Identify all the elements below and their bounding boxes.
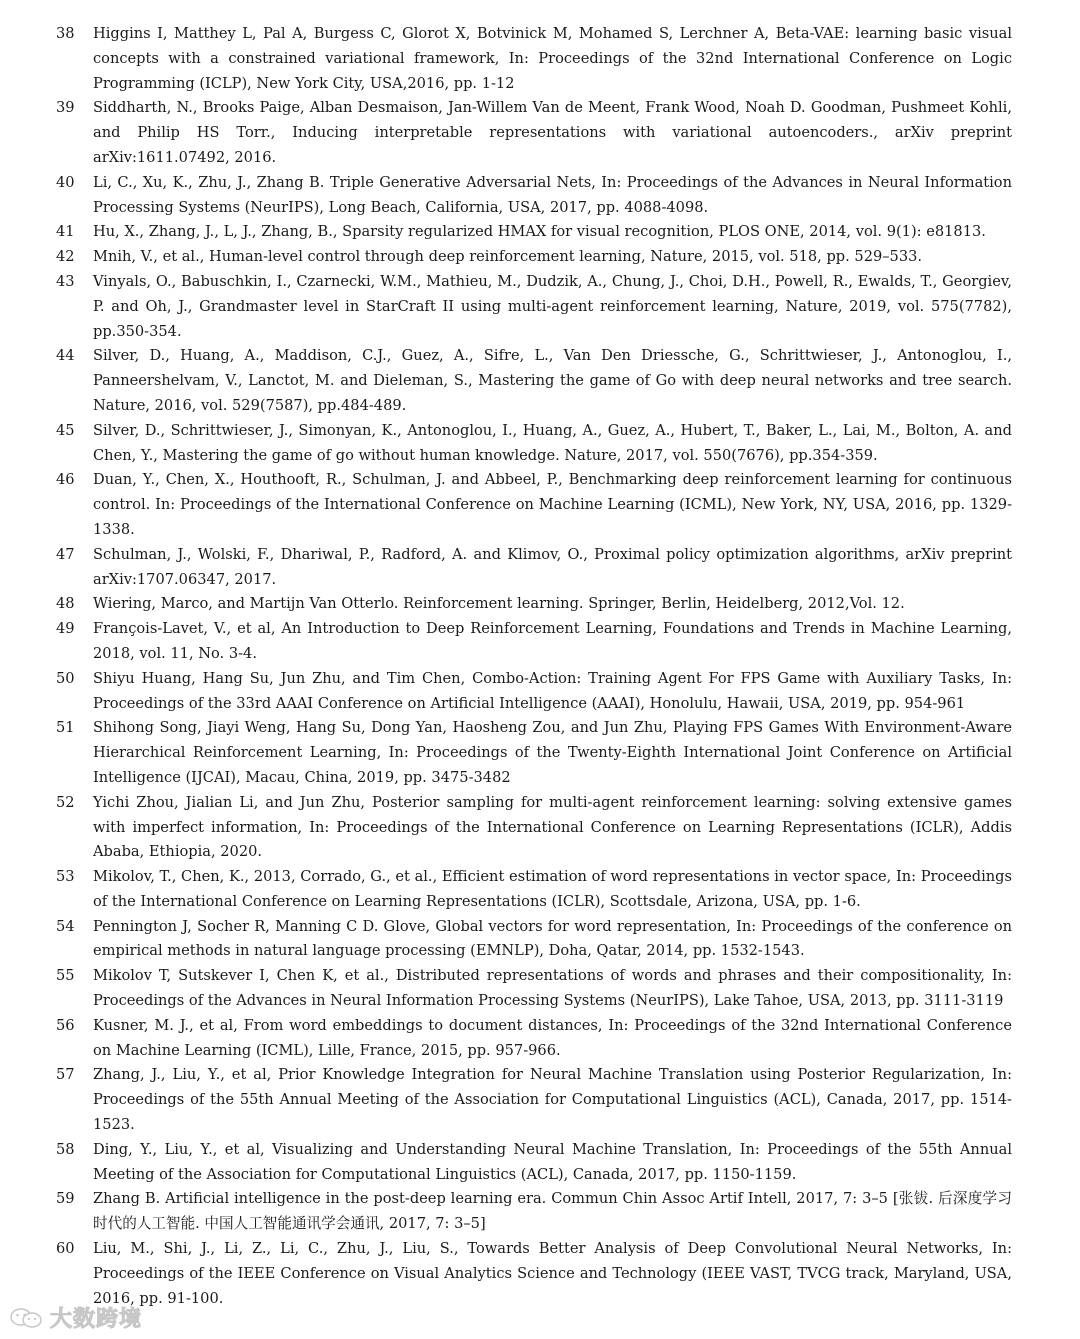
reference-item <box>56 964 1012 1014</box>
reference-text: Mikolov T, Sutskever I, Chen K, et al., Distributed representations of words and phrases and their compositionality, In: Proceedings of the Advances in Neural Information Processing Systems (NeurIPS), Lake Tahoe, USA, 2013, pp. 3111-3119 <box>93 967 1012 1010</box>
reference-item <box>56 468 1012 542</box>
reference-text: Liu, M., Shi, J., Li, Z., Li, C., Zhu, J., Liu, S., Towards Better Analysis of Deep Convolutional Neural Networks, In: Proceedings of the IEEE Conference on Visual Analytics Science and Technology (IEEE VAST, TVCG track, Maryland, USA, 2016, pp. 91-100. <box>93 1240 1012 1307</box>
reference-text: Higgins I, Matthey L, Pal A, Burgess C, Glorot X, Botvinick M, Mohamed S, Lerchner A, Beta-VAE: learning basic visual concepts with a constrained variational framework, In: Proceedings of the 32nd International Conference on Logic Programming (ICLP), New York City, USA,2016, pp. 1-12 <box>93 25 1012 92</box>
wechat-logo-icon <box>8 1306 46 1330</box>
reference-item <box>56 1187 1012 1237</box>
reference-text: Wiering, Marco, and Martijn Van Otterlo. Reinforcement learning. Springer, Berlin, Heidelberg, 2012,Vol. 12. <box>93 595 905 613</box>
reference-number: 49 <box>56 620 75 638</box>
reference-number: 53 <box>56 868 75 886</box>
reference-text: Hu, X., Zhang, J., L, J., Zhang, B., Sparsity regularized HMAX for visual recognition, PLOS ONE, 2014, vol. 9(1): e81813. <box>93 223 986 241</box>
reference-item <box>56 1014 1012 1064</box>
reference-item <box>56 716 1012 790</box>
reference-item <box>56 171 1012 221</box>
reference-item <box>56 270 1012 344</box>
reference-item <box>56 865 1012 915</box>
reference-number: 55 <box>56 967 75 985</box>
reference-text: Kusner, M. J., et al, From word embeddings to document distances, In: Proceedings of the 32nd International Conference on Machine Learning (ICML), Lille, France, 2015, pp. 957-966. <box>93 1016 1012 1059</box>
reference-text: Pennington J, Socher R, Manning C D. Glove, Global vectors for word representation, In: Proceedings of the conference on empirical methods in natural language processing (EMNLP), Doha, Qatar, 2014, pp. 1532-1543. <box>93 917 1012 960</box>
reference-number: 50 <box>56 669 75 687</box>
reference-number: 39 <box>56 99 75 117</box>
reference-number: 44 <box>56 347 75 365</box>
reference-item <box>56 96 1012 170</box>
reference-item <box>56 915 1012 965</box>
reference-item <box>56 617 1012 667</box>
reference-text: Schulman, J., Wolski, F., Dhariwal, P., Radford, A. and Klimov, O., Proximal policy optimization algorithms, arXiv preprint arXiv:1707.06347, 2017. <box>93 545 1012 588</box>
reference-text: Zhang B. Artificial intelligence in the post-deep learning era. Commun Chin Assoc Artif Intell, 2017, 7: 3–5 [张钹. 后深度学习时代的人工智能. 中国人工智能通讯学会通讯, 2017, 7: 3–5] <box>93 1190 1012 1233</box>
reference-item <box>56 245 1012 270</box>
reference-text: Li, C., Xu, K., Zhu, J., Zhang B. Triple Generative Adversarial Nets, In: Proceedings of the Advances in Neural Information Processing Systems (NeurIPS), Long Beach, California, USA, 2017, pp. 4088-4098. <box>93 173 1012 216</box>
reference-text: Mikolov, T., Chen, K., 2013, Corrado, G., et al., Efficient estimation of word representations in vector space, In: Proceedings of the International Conference on Learning Representations (ICLR), Scottsdale, Arizona, USA, pp. 1-6. <box>93 868 1012 910</box>
reference-item <box>56 1063 1012 1137</box>
reference-list <box>56 22 1012 1311</box>
reference-number: 42 <box>56 248 75 266</box>
reference-text: Silver, D., Schrittwieser, J., Simonyan, K., Antonoglou, I., Huang, A., Guez, A., Hubert, T., Baker, L., Lai, M., Bolton, A. and Chen, Y., Mastering the game of go without human knowledge. Nature, 2017, vol. 550(7676), pp.354-359. <box>93 421 1012 464</box>
reference-item <box>56 220 1012 245</box>
reference-text: Duan, Y., Chen, X., Houthooft, R., Schulman, J. and Abbeel, P., Benchmarking deep reinforcement learning for continuous control. In: Proceedings of the International Conference on Machine Learning (ICML), New York, NY, USA, 2016, pp. 1329-1338. <box>93 471 1012 538</box>
reference-number: 58 <box>56 1140 75 1158</box>
reference-number: 46 <box>56 471 75 489</box>
reference-text: Zhang, J., Liu, Y., et al, Prior Knowledge Integration for Neural Machine Translation using Posterior Regularization, In: Proceedings of the 55th Annual Meeting of the Association for Computational Linguistics (ACL), Canada, 2017, pp. 1514-1523. <box>93 1066 1012 1134</box>
watermark-text: 大数跨境 <box>50 1307 143 1332</box>
reference-number: 43 <box>56 272 75 290</box>
reference-text: Ding, Y., Liu, Y., et al, Visualizing and Understanding Neural Machine Translation, In: Proceedings of the 55th Annual Meeting of the Association for Computational Linguistics (ACL), Canada, 2017, pp. 1150-1159. <box>93 1140 1012 1183</box>
reference-text: François-Lavet, V., et al, An Introduction to Deep Reinforcement Learning, Foundations and Trends in Machine Learning, 2018, vol. 11, No. 3-4. <box>93 620 1012 662</box>
reference-text: Yichi Zhou, Jialian Li, and Jun Zhu, Posterior sampling for multi-agent reinforcement learning: solving extensive games with imperfect information, In: Proceedings of the International Conference on Learning Representations (ICLR), Addis Ababa, Ethiopia, 2020. <box>93 793 1012 861</box>
reference-item <box>56 344 1012 418</box>
reference-text: Vinyals, O., Babuschkin, I., Czarnecki, W.M., Mathieu, M., Dudzik, A., Chung, J., Choi, D.H., Powell, R., Ewalds, T., Georgiev, P. and Oh, J., Grandmaster level in StarCraft II using multi-agent reinforcement learning, Nature, 2019, vol. 575(7782), pp.350-354. <box>93 272 1012 340</box>
reference-number: 38 <box>56 25 75 42</box>
reference-number: 56 <box>56 1016 75 1034</box>
reference-text: Silver, D., Huang, A., Maddison, C.J., Guez, A., Sifre, L., Van Den Driessche, G., Schrittwieser, J., Antonoglou, I., Panneershelvam, V., Lanctot, M. and Dieleman, S., Mastering the game of Go with deep neural networks and tree search. Nature, 2016, vol. 529(7587), pp.484-489. <box>93 347 1012 414</box>
reference-number: 48 <box>56 595 75 613</box>
reference-number: 57 <box>56 1066 75 1084</box>
reference-text: Mnih, V., et al., Human-level control through deep reinforcement learning, Nature, 2015, vol. 518, pp. 529–533. <box>93 248 923 266</box>
reference-text: Shihong Song, Jiayi Weng, Hang Su, Dong Yan, Haosheng Zou, and Jun Zhu, Playing FPS Games With Environment-Aware Hierarchical Reinforcement Learning, In: Proceedings of the Twenty-Eighth International Joint Conference on Artificial Intelligence (IJCAI), Macau, China, 2019, pp. 3475-3482 <box>93 719 1012 786</box>
reference-number: 47 <box>56 545 75 563</box>
reference-number: 60 <box>56 1240 75 1258</box>
reference-number: 45 <box>56 421 75 439</box>
reference-number: 59 <box>56 1190 75 1208</box>
reference-number: 52 <box>56 793 75 811</box>
reference-number: 41 <box>56 223 75 241</box>
reference-item <box>56 1138 1012 1188</box>
reference-number: 51 <box>56 719 75 737</box>
reference-text: Shiyu Huang, Hang Su, Jun Zhu, and Tim Chen, Combo-Action: Training Agent For FPS Game with Auxiliary Tasks, In: Proceedings of the 33rd AAAI Conference on Artificial Intelligence (AAAI), Honolulu, Hawaii, USA, 2019, pp. 954-961 <box>93 669 1012 712</box>
reference-item <box>56 22 1012 96</box>
reference-number: 54 <box>56 917 75 935</box>
reference-item <box>56 543 1012 593</box>
reference-item <box>56 667 1012 717</box>
reference-item <box>56 592 1012 617</box>
reference-text: Siddharth, N., Brooks Paige, Alban Desmaison, Jan-Willem Van de Meent, Frank Wood, Noah D. Goodman, Pushmeet Kohli, and Philip HS Torr., Inducing interpretable representations with variational autoencoders., arXiv preprint arXiv:1611.07492, 2016. <box>93 99 1012 166</box>
reference-item <box>56 1237 1012 1311</box>
reference-item <box>56 419 1012 469</box>
reference-number: 40 <box>56 173 75 191</box>
reference-item <box>56 791 1012 865</box>
